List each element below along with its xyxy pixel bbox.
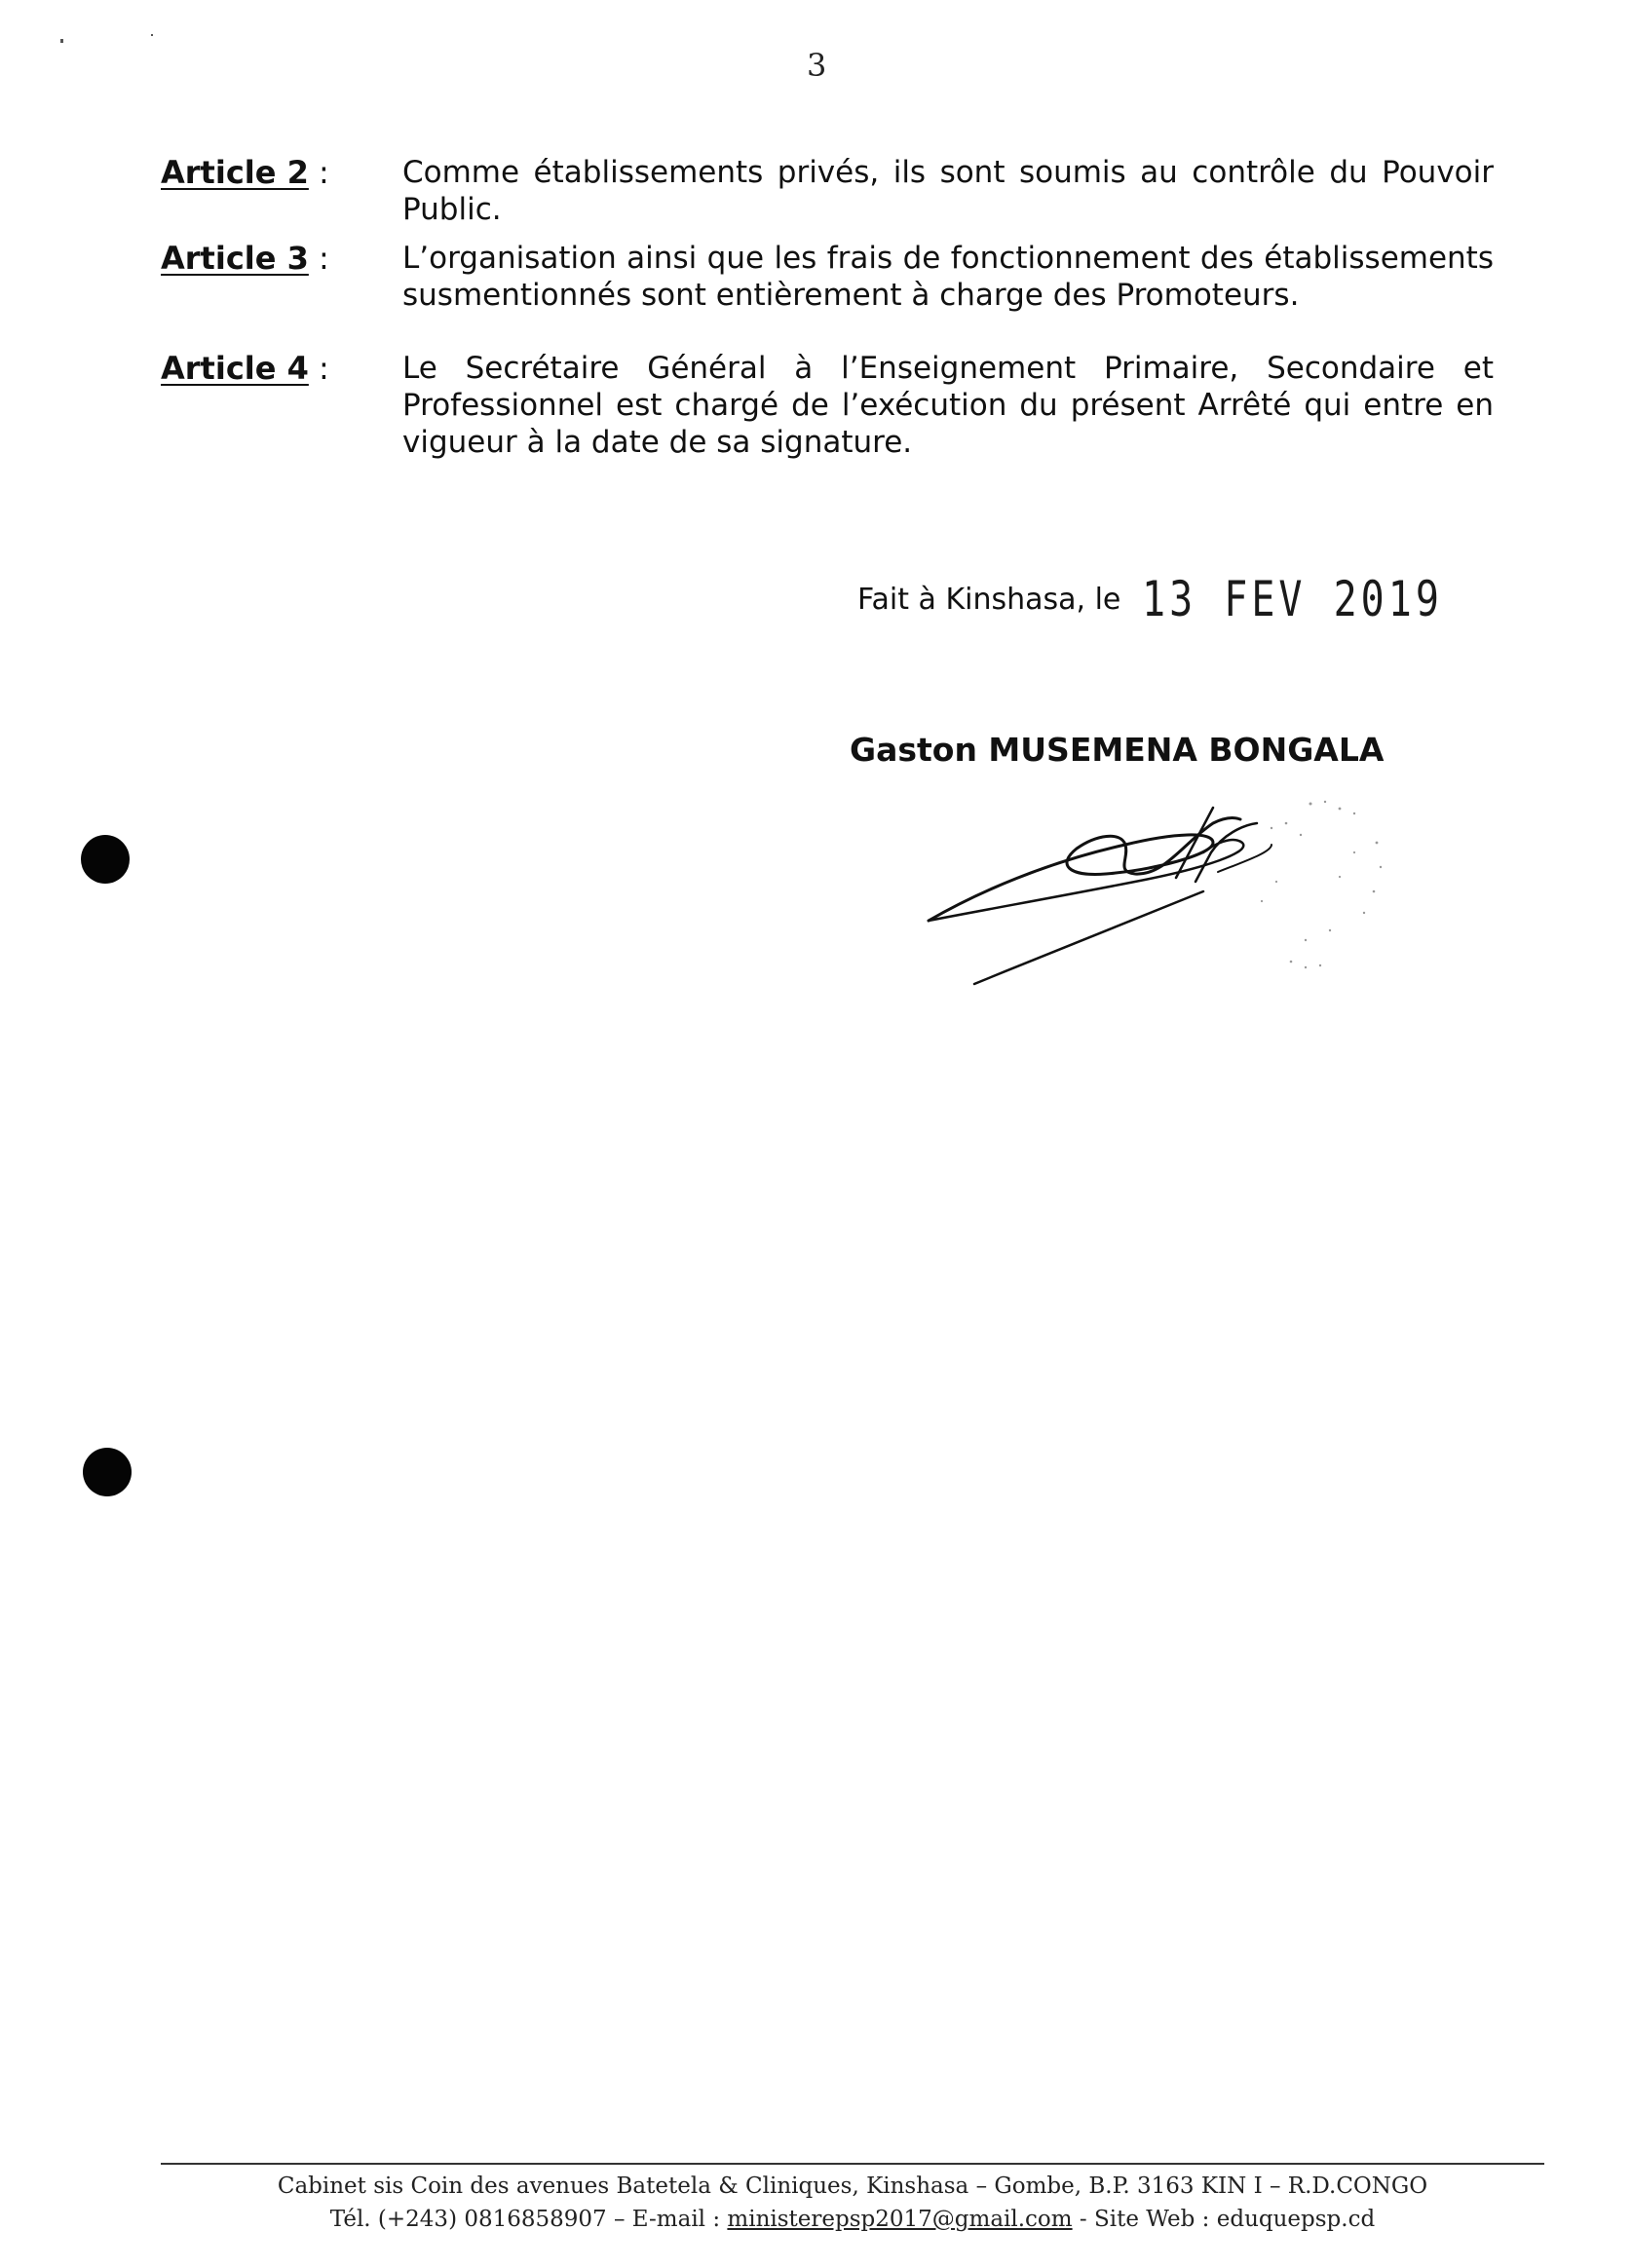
date-stamp: 13 FEV 2019 <box>1142 571 1443 627</box>
signatory-name: Gaston MUSEMENA BONGALA <box>850 731 1385 769</box>
scan-speck <box>151 34 153 36</box>
article-label-separator: : <box>308 240 329 277</box>
footer-address: Cabinet sis Coin des avenues Batetela & Cliniques, Kinshasa – Gombe, B.P. 3163 KIN I – R.D.CONGO <box>277 2174 1428 2199</box>
article-label-text: Article 4 <box>161 350 309 387</box>
article-body: Comme établissements privés, ils sont soumis au contrôle du Pouvoir Public. <box>402 155 1494 227</box>
footer-website: - Site Web : eduquepsp.cd <box>1072 2207 1376 2232</box>
footer-email-link[interactable]: ministerepsp2017@gmail.com <box>727 2207 1073 2232</box>
footer-divider <box>161 2163 1544 2165</box>
article-label <box>161 154 329 191</box>
punch-hole <box>83 1448 132 1496</box>
article-label <box>161 240 329 277</box>
article-label-separator: : <box>308 350 329 387</box>
page-number: 3 <box>807 47 827 84</box>
footer-phone: Tél. (+243) 0816858907 – E-mail : <box>329 2207 728 2232</box>
article-body: L’organisation ainsi que les frais de fonctionnement des établissements susmentionnés sont entièrement à charge des Promoteurs. <box>402 241 1494 313</box>
handwritten-signature <box>921 784 1427 1028</box>
scan-speck <box>60 39 63 43</box>
article-label-text: Article 3 <box>161 240 309 277</box>
footer-contact <box>161 2203 1544 2236</box>
article-label-text: Article 2 <box>161 154 309 191</box>
article-body: Le Secrétaire Général à l’Enseignement Primaire, Secondaire et Professionnel est chargé de l’exécution du présent Arrêté qui entre en vigueur à la date de sa signature. <box>402 351 1494 460</box>
place-and-date-label: Fait à Kinshasa, le <box>857 583 1121 617</box>
article-label <box>161 350 329 387</box>
punch-hole <box>81 835 130 884</box>
footer <box>161 2170 1544 2236</box>
article-label-separator: : <box>308 154 329 191</box>
